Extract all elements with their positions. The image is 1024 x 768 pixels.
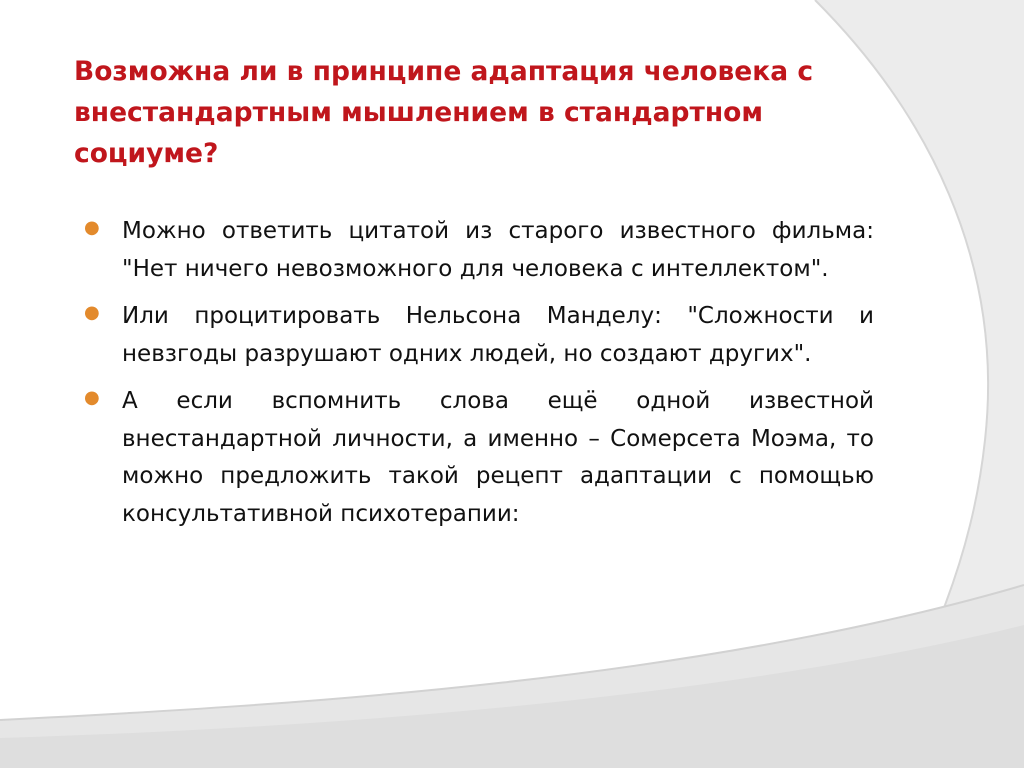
bullet-text: Можно ответить цитатой из старого известного фильма: "Нет ничего невозможного для человека с интеллектом". xyxy=(122,218,874,282)
bullet-item-1 xyxy=(84,213,874,288)
bullet-text: А если вспомнить слова ещё одной известной внестандартной личности, а именно – Сомерсета Моэма, то можно предложить такой рецепт адаптации с помощью консультативной психотерапии: xyxy=(122,388,874,527)
slide-title: Возможна ли в принципе адаптация человека с внестандартным мышлением в стандартном социуме? xyxy=(74,56,814,169)
bullet-item-3 xyxy=(84,383,874,533)
bullet-item-2 xyxy=(84,298,874,373)
bullet-dot-icon: ● xyxy=(84,387,100,408)
bullet-text: Или процитировать Нельсона Манделу: "Сложности и невзгоды разрушают одних людей, но создают других". xyxy=(122,303,874,367)
bullet-list xyxy=(84,213,874,543)
bullet-dot-icon: ● xyxy=(84,217,100,238)
bullet-dot-icon: ● xyxy=(84,302,100,323)
